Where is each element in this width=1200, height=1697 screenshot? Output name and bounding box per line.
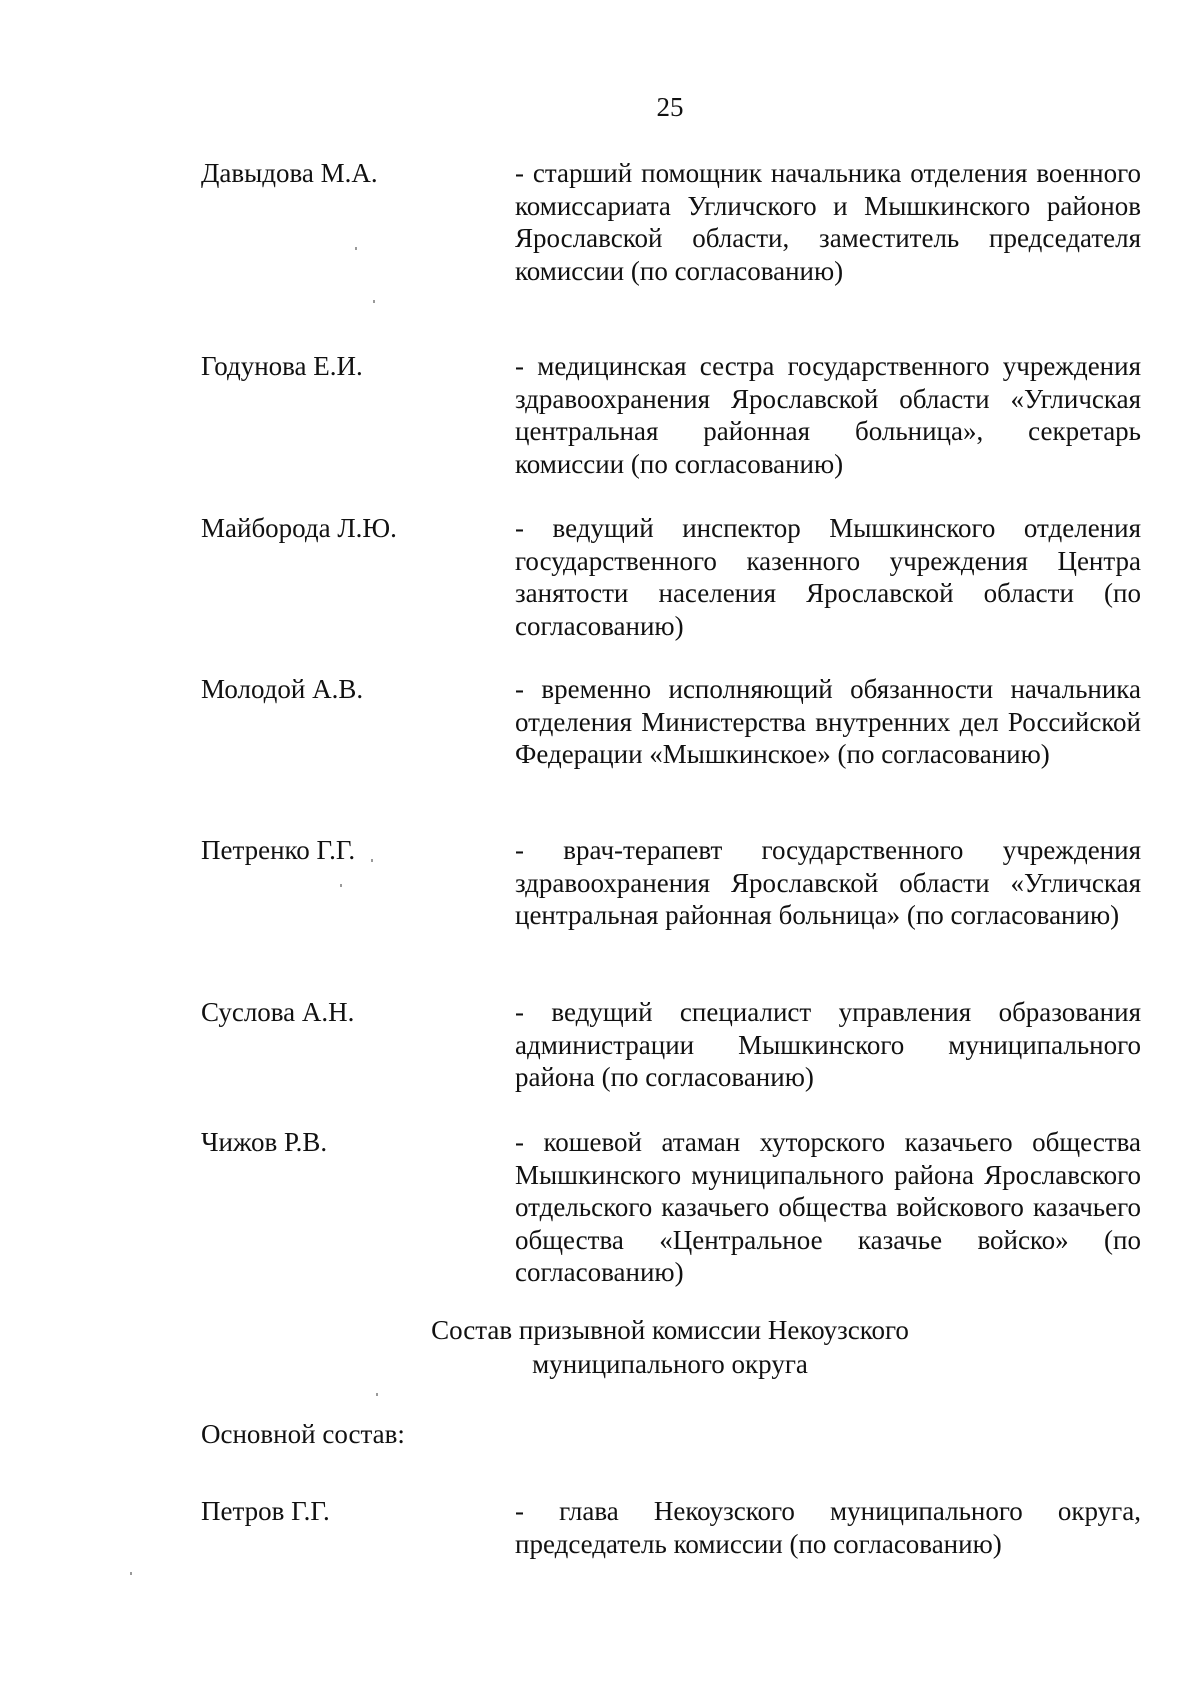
member-name: Давыдова М.А.: [201, 158, 378, 188]
member-description: - кошевой атаман хуторского казачьего общества Мышкинского муниципального района Ярославского отдельского казачьего общества войскового казачьего общества «Центральное казачье войско» (по согласованию): [515, 1127, 1141, 1287]
scan-speck: [373, 300, 375, 303]
member-name: Молодой А.В.: [201, 674, 364, 704]
scan-speck: [371, 859, 373, 862]
scan-speck: [355, 247, 357, 250]
section-title: [0, 1313, 1200, 1381]
member-name: Майборода Л.Ю.: [201, 513, 397, 543]
subheading: Основной состав:: [201, 1419, 405, 1449]
section-title-line: Состав призывной комиссии Некоузского: [431, 1315, 909, 1345]
member-name: Петренко Г.Г.: [201, 835, 356, 865]
member-name: Годунова Е.И.: [201, 351, 363, 381]
scan-speck: [376, 1393, 378, 1396]
member-description: - старший помощник начальника отделения военного комиссариата Угличского и Мышкинского районов Ярославской области, заместитель председателя комиссии (по согласованию): [515, 158, 1141, 286]
member-description: - временно исполняющий обязанности начальника отделения Министерства внутренних дел Российской Федерации «Мышкинское» (по согласованию): [515, 674, 1141, 769]
page-number: 25: [656, 92, 684, 122]
section-title-line: муниципального округа: [532, 1349, 808, 1379]
scan-speck: [340, 884, 342, 887]
member-description: - медицинская сестра государственного учреждения здравоохранения Ярославской области «Угличская центральная районная больница», секретарь комиссии (по согласованию): [515, 351, 1141, 479]
member-description: - глава Некоузского муниципального округа, председатель комиссии (по согласованию): [515, 1496, 1141, 1559]
member-name: Суслова А.Н.: [201, 997, 355, 1027]
scan-speck: [130, 1572, 132, 1575]
member-name: Чижов Р.В.: [201, 1127, 328, 1157]
member-description: - ведущий специалист управления образования администрации Мышкинского муниципального района (по согласованию): [515, 997, 1141, 1092]
member-description: - врач-терапевт государственного учреждения здравоохранения Ярославской области «Угличская центральная районная больница» (по согласованию): [515, 835, 1141, 930]
member-description: - ведущий инспектор Мышкинского отделения государственного казенного учреждения Центра занятости населения Ярославской области (по согласованию): [515, 513, 1141, 641]
member-name: Петров Г.Г.: [201, 1496, 330, 1526]
